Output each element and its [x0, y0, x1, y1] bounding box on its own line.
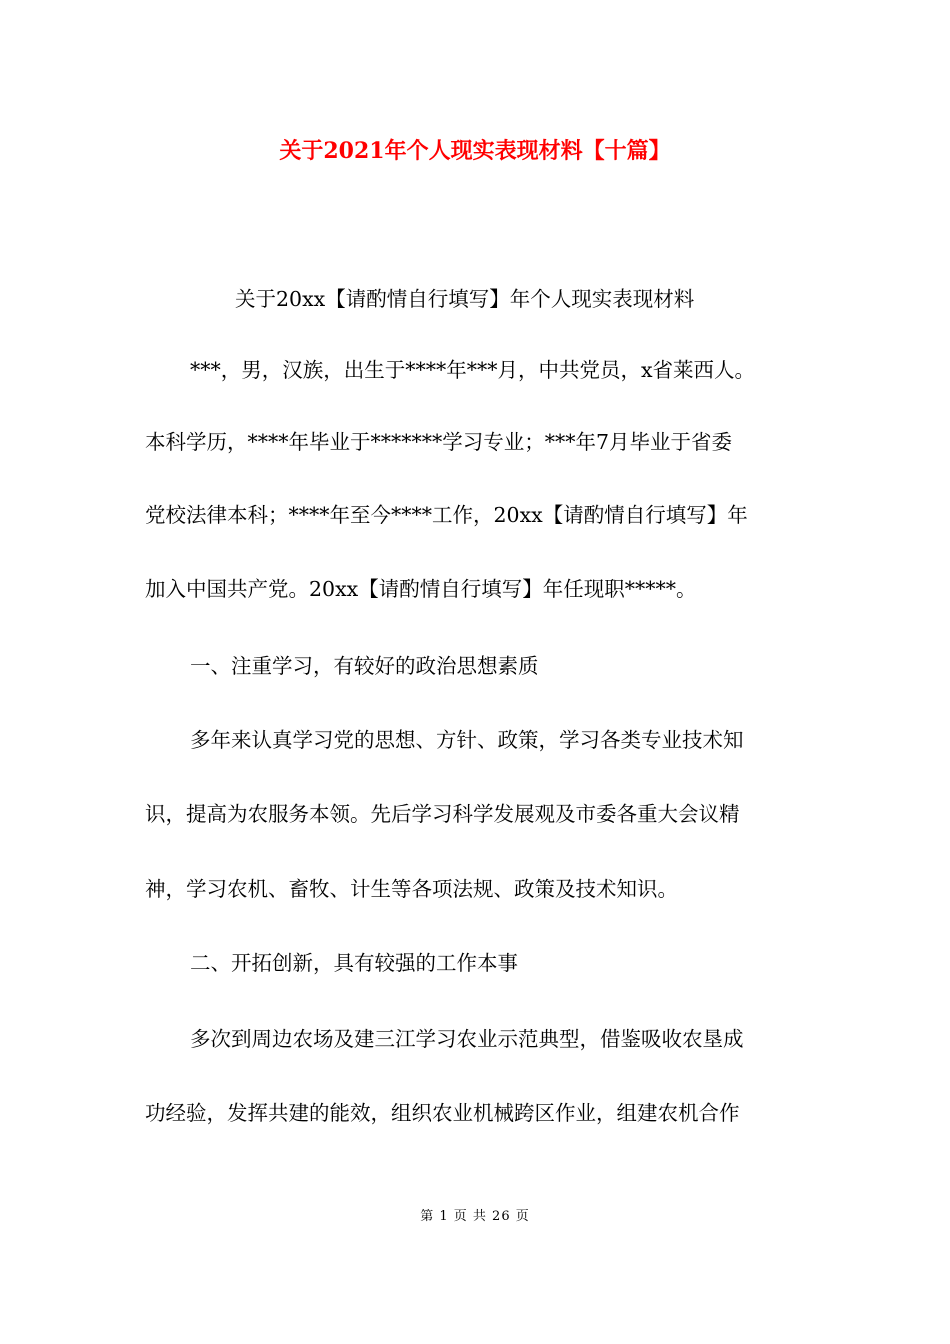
- paragraph-line: 多年来认真学习党的思想、方针、政策，学习各类专业技术知: [190, 728, 744, 752]
- document-title: 关于2021年个人现实表现材料【十篇】: [279, 138, 671, 164]
- page-footer: 第 1 页 共 26 页: [420, 1209, 530, 1224]
- paragraph-line: 识，提高为农服务本领。先后学习科学发展观及市委各重大会议精: [145, 802, 740, 826]
- paragraph-line: 神，学习农机、畜牧、计生等各项法规、政策及技术知识。: [145, 877, 678, 901]
- section-heading: 一、注重学习，有较好的政治思想素质: [190, 654, 539, 678]
- paragraph-line: 功经验，发挥共建的能效，组织农业机械跨区作业，组建农机合作: [145, 1101, 740, 1125]
- paragraph-line: 多次到周边农场及建三江学习农业示范典型，借鉴吸收农垦成: [190, 1027, 744, 1051]
- section-heading: 二、开拓创新，具有较强的工作本事: [190, 951, 518, 975]
- subtitle-line: 关于20xx【请酌情自行填写】年个人现实表现材料: [235, 287, 695, 311]
- paragraph-line: 党校法律本科；****年至今****工作，20xx【请酌情自行填写】年: [145, 503, 748, 527]
- paragraph-line: 本科学历，****年毕业于*******学习专业；***年7月毕业于省委: [145, 430, 733, 454]
- paragraph-line: 加入中国共产党。20xx【请酌情自行填写】年任现职*****。: [145, 577, 697, 601]
- paragraph-line: ***，男，汉族，出生于****年***月，中共党员，x省莱西人。: [190, 358, 756, 382]
